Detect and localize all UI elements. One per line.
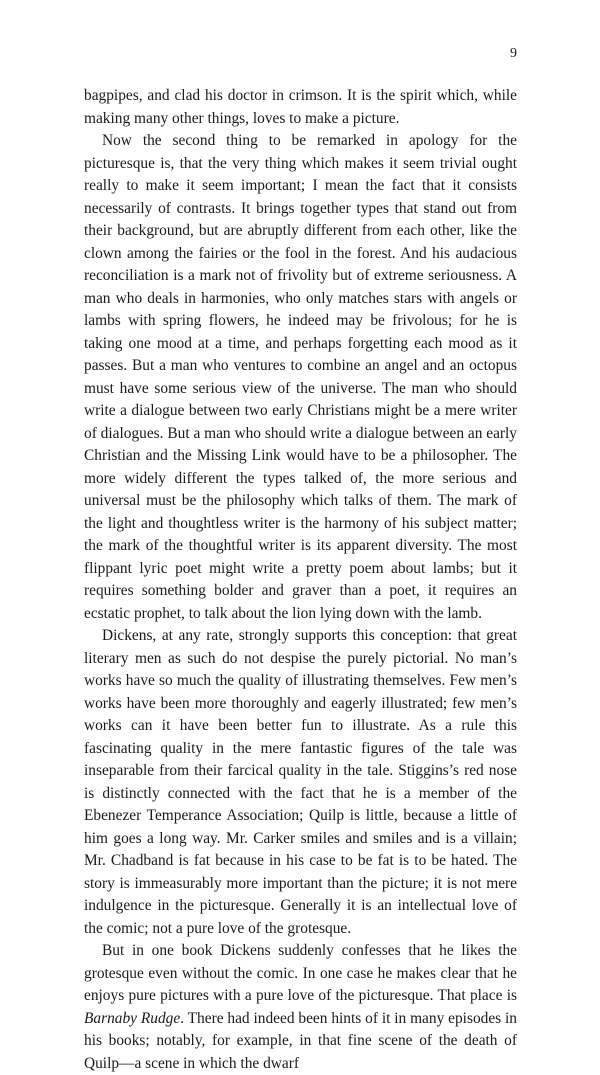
- paragraph-3-text: Dickens, at any rate, strongly supports this conception: that great literary men as such do not despise the purely pictorial. No man’s works have so much the quality of illustrating themselves. Few men’s works have been more thoroughly and eagerly illustrated; few men’s works can it have been better fun to illustrate. As a rule this fascinating quality in the mere fantastic figures of the tale was inseparable from their farcical quality in the tale. Stiggins’s red nose is distinctly connected with the fact that he is a member of the Ebenezer Temperance Association; Quilp is little, because a little of him goes a long way. Mr. Carker smiles and smiles and is a villain; Mr. Chadband is fat because in his case to be fat is to be hated. The story is immeasurably more important than the picture; it is not mere indulgence in the picturesque. Generally it is an intellectual love of the comic; not a pure love of the grotesque.: [84, 627, 517, 937]
- book-title-italic: Barnaby Rudge: [84, 1009, 181, 1027]
- page-number: 9: [510, 46, 517, 61]
- paragraph-4: [84, 940, 517, 1075]
- paragraph-2: [84, 130, 517, 625]
- paragraph-1-text: bagpipes, and clad his doctor in crimson. It is the spirit which, while making many other things, loves to make a picture.: [84, 87, 517, 127]
- paragraph-3: [84, 625, 517, 940]
- paragraph-1: [84, 85, 517, 130]
- paragraph-4-text-b: . There had indeed been hints of it in many episodes in his books; notably, for example, in that fine scene of the death of Quilp—a scene in which the dwarf: [84, 1009, 517, 1072]
- paragraph-4-text-a: But in one book Dickens suddenly confesses that he likes the grotesque even without the comic. In one case he makes clear that he enjoys pure pictures with a pure love of the picturesque. That place is: [84, 942, 517, 1004]
- paragraph-2-text: Now the second thing to be remarked in apology for the picturesque is, that the very thing which makes it seem trivial ought really to make it seem important; I mean the fact that it consists necessarily of contrasts. It brings together types that stand out from their background, but are abruptly different from each other, like the clown among the fairies or the fool in the forest. And his audacious reconciliation is a mark not of frivolity but of extreme seriousness. A man who deals in harmonies, who only matches stars with angels or lambs with spring flowers, he indeed may be frivolous; for he is taking one mood at a time, and perhaps forgetting each mood as it passes. But a man who ventures to combine an angel and an octopus must have some serious view of the universe. The man who should write a dialogue between two early Christians might be a mere writer of dialogues. But a man who should write a dialogue between an early Christian and the Missing Link would have to be a philosopher. The more widely different the types talked of, the more serious and universal must be the philosophy which talks of them. The mark of the light and thoughtless writer is the harmony of his subject matter; the mark of the thoughtful writer is its apparent diversity. The most flippant lyric poet might write a pretty poem about lambs; but it requires something bolder and graver than a poet, it requires an ecstatic prophet, to talk about the lion lying down with the lamb.: [84, 132, 517, 622]
